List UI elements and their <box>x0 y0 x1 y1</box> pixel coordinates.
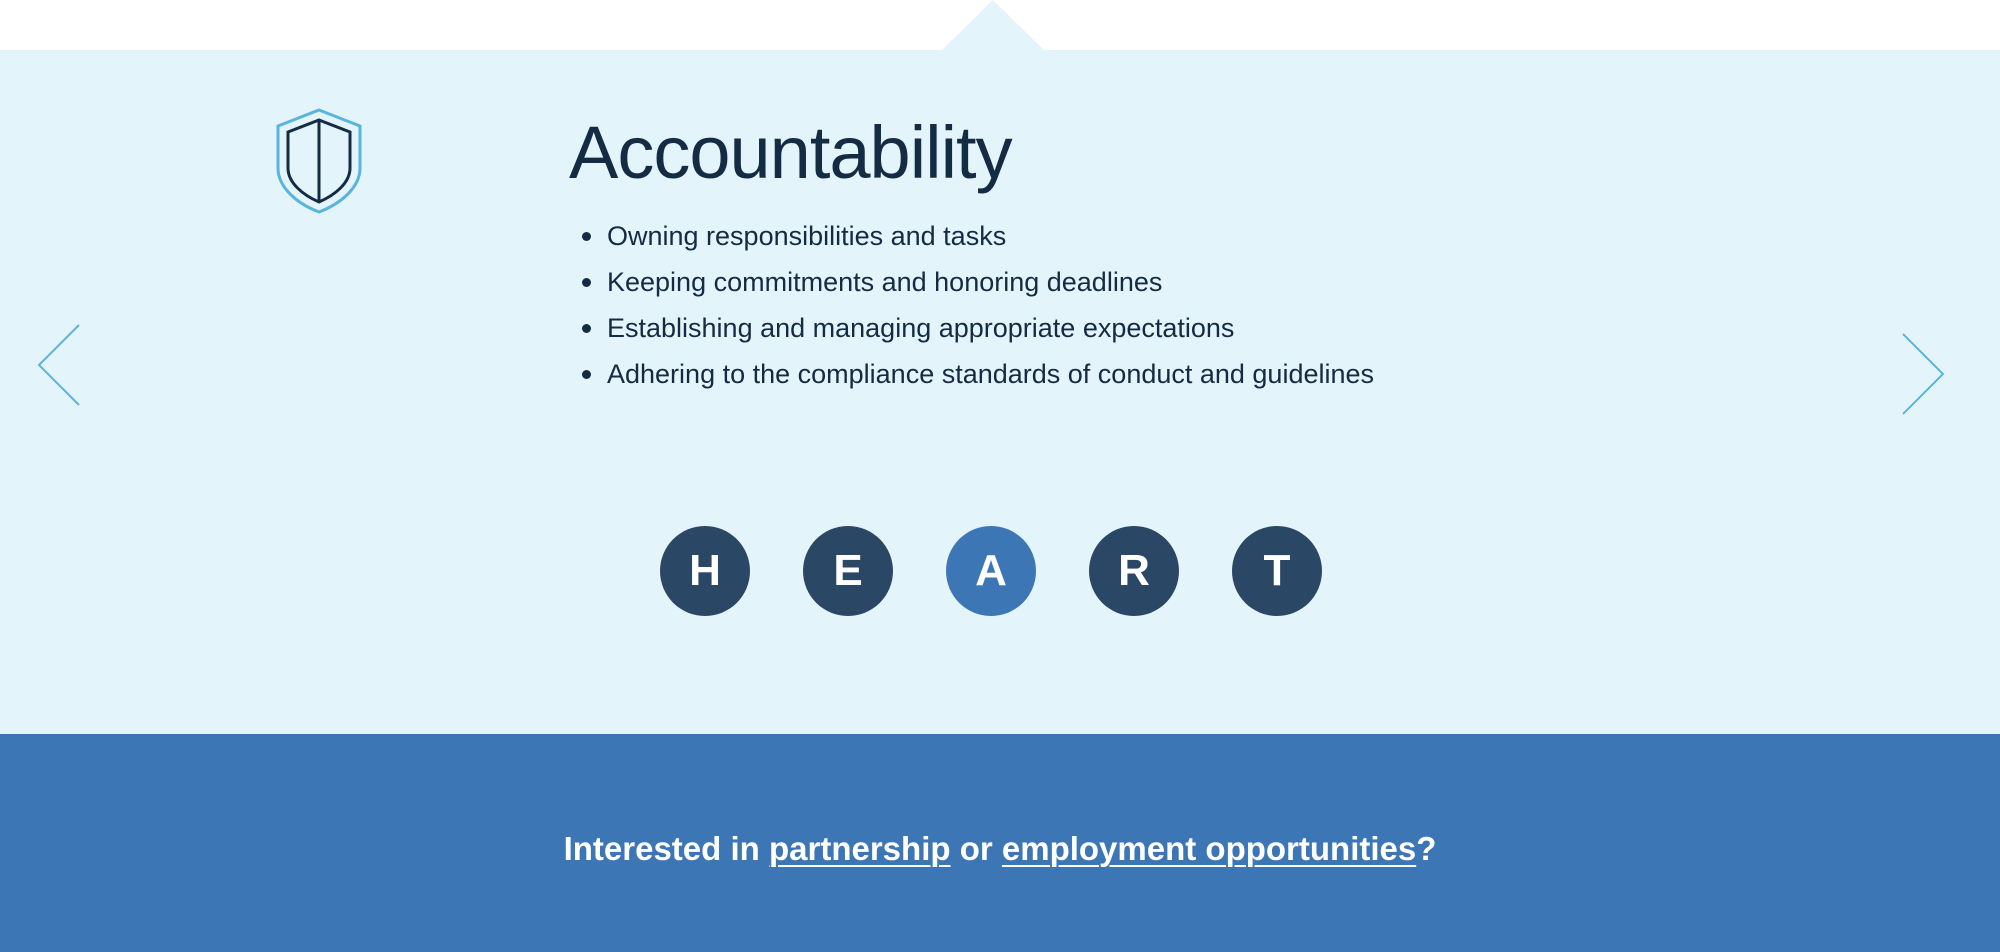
employment-opportunities-link[interactable]: employment opportunities <box>1001 830 1417 867</box>
chevron-left-icon[interactable] <box>36 322 82 408</box>
bullet-item: Establishing and managing appropriate expectations <box>580 305 1374 351</box>
value-button-a[interactable]: A <box>946 526 1036 616</box>
slide-title: Accountability <box>569 111 1012 194</box>
bullet-item: Keeping commitments and honoring deadlines <box>580 259 1374 305</box>
cta-suffix: ? <box>1416 830 1437 867</box>
partnership-link[interactable]: partnership <box>768 830 951 867</box>
bullet-item: Owning responsibilities and tasks <box>580 213 1374 259</box>
value-selector <box>660 526 1322 616</box>
cta-middle: or <box>950 830 1002 867</box>
value-button-h[interactable]: H <box>660 526 750 616</box>
chevron-right-icon[interactable] <box>1900 331 1946 417</box>
value-button-t[interactable]: T <box>1232 526 1322 616</box>
value-button-r[interactable]: R <box>1089 526 1179 616</box>
cta-prefix: Interested in <box>563 830 769 867</box>
slide-bullet-list <box>580 213 1374 397</box>
section-notch <box>942 0 1044 50</box>
value-button-e[interactable]: E <box>803 526 893 616</box>
shield-icon <box>274 106 364 216</box>
cta-text <box>0 830 2000 868</box>
bullet-item: Adhering to the compliance standards of conduct and guidelines <box>580 351 1374 397</box>
